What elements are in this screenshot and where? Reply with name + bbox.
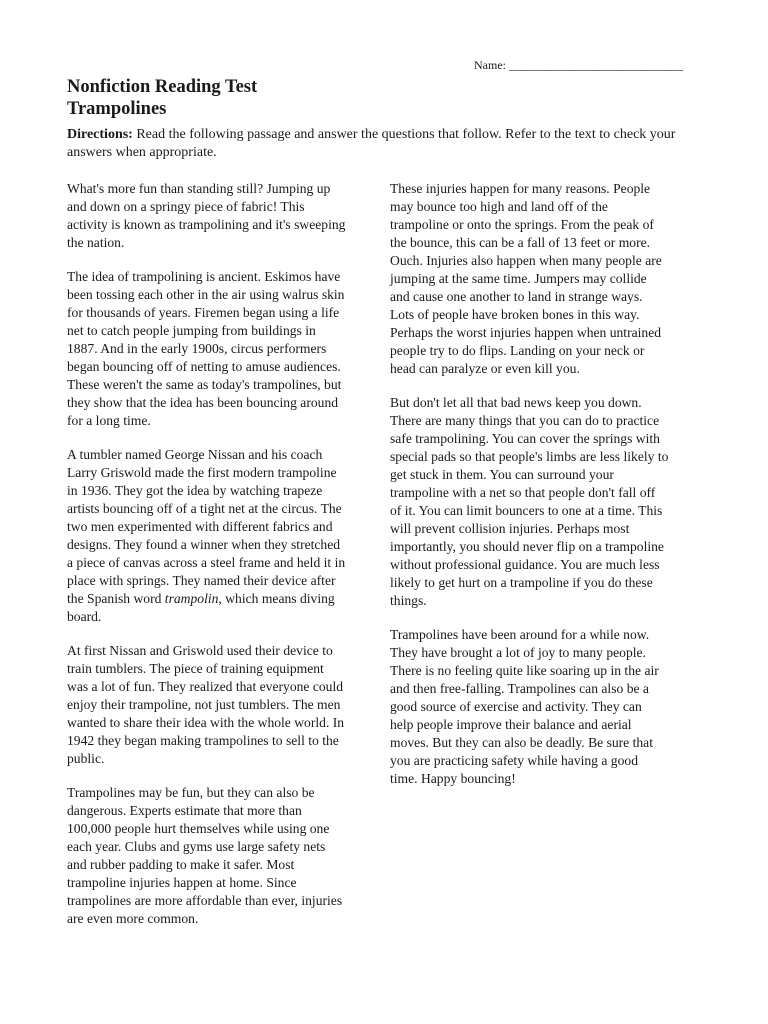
name-field-line: Name: _____________________________	[474, 58, 683, 72]
paragraph-8: Trampolines have been around for a while now. They have brought a lot of joy to many people. There is no feeling quite like soaring up in the air and then free-falling. Trampolines can also be a good source of exercise and activity. They can help people improve their balance and aerial moves. But they can also be deadly. Be sure that you are practicing safety while having a good time. Happy bouncing!	[390, 627, 659, 786]
page-subtitle: Trampolines	[67, 99, 167, 119]
paragraph-4: At first Nissan and Griswold used their device to train tumblers. The piece of training equipment was a lot of fun. They realized that everyone could enjoy their trampoline, not just tumblers. The men wanted to share their idea with the whole world. In 1942 they began making trampolines to sell to the public.	[67, 643, 345, 766]
paragraph-3-text-after: , which means diving board.	[67, 591, 335, 624]
paragraph-2: The idea of trampolining is ancient. Eskimos have been tossing each other in the air using walrus skin for thousands of years. Firemen began using a life net to catch people jumping from buildings in 1887. And in the early 1900s, circus performers began bouncing off of netting to amuse audiences. These weren't the same as today's trampolines, but they show that the idea has been bouncing around for a long time.	[67, 269, 345, 428]
paragraph-7: But don't let all that bad news keep you down. There are many things that you can do to practice safe trampolining. You can cover the springs with special pads so that people's limbs are less likely to get stuck in them. You can surround your trampoline with a net so that people don't fall off of it. You can limit bouncers to one at a time. This will prevent collision injuries. Perhaps most importantly, you should never flip on a trampoline without professional guidance. You are much less likely to get hurt on a trampoline if you do these things.	[390, 395, 669, 608]
passage-column-left	[67, 180, 379, 944]
directions	[67, 126, 707, 162]
paragraph-5: Trampolines may be fun, but they can also be dangerous. Experts estimate that more than 100,000 people hurt themselves while using one each year. Clubs and gyms use large safety nets and rubber padding to make it safer. Most trampoline injuries happen at home. Since trampolines are more affordable than ever, injuries are even more common.	[67, 785, 343, 926]
directions-label: Directions:	[67, 127, 133, 142]
paragraph-3	[67, 446, 379, 626]
paragraph-6: These injuries happen for many reasons. People may bounce too high and land off of the trampoline or onto the springs. From the peak of the bounce, this can be a fall of 13 feet or more. Ouch. Injuries also happen when many people are jumping at the same time. Jumpers may collide and cause one another to land in strange ways. Lots of people have broken bones in this way. Perhaps the worst injuries happen when untrained people try to do flips. Landing on your neck or head can paralyze or even kill you.	[390, 181, 662, 376]
paragraph-3-text-before: A tumbler named George Nissan and his coach Larry Griswold made the first modern trampoline in 1936. They got the idea by watching trapeze artists bouncing off of a tight net at the circus. The two men experimented with different fabrics and designs. They found a winner when they stretched a piece of canvas across a steel frame and held it in place with springs. They named their device after the Spanish word	[67, 447, 346, 606]
directions-text: Read the following passage and answer the questions that follow. Refer to the text to check your answers when appropriate.	[67, 127, 676, 160]
title-block	[67, 76, 257, 120]
italic-word-trampolin: trampolin	[164, 591, 219, 606]
page-title: Nonfiction Reading Test	[67, 77, 258, 97]
paragraph-1: What's more fun than standing still? Jumping up and down on a springy piece of fabric! This activity is known as trampolining and it's sweeping the nation.	[67, 181, 346, 250]
passage-column-right	[390, 180, 702, 804]
